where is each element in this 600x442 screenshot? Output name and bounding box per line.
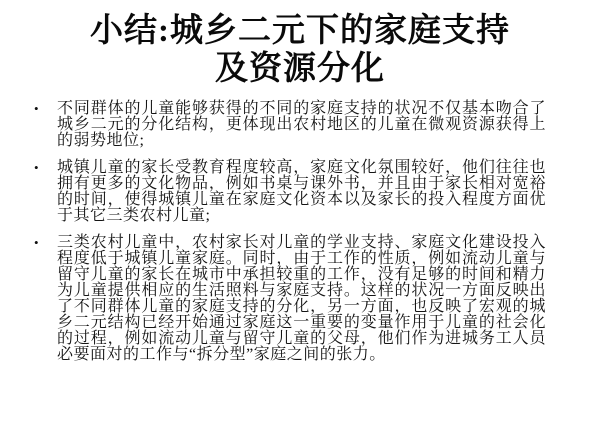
bullet-marker-icon: • <box>34 235 39 250</box>
bullet-text-1: 不同群体的儿童能够获得的不同的家庭支持的状况不仅基本吻合了城乡二元的分化结构，更体现出农村地区的儿童在微观资源获得上的弱势地位; <box>57 100 546 149</box>
slide-title <box>0 12 600 88</box>
bullet-item-3 <box>24 235 546 363</box>
bullet-marker-icon: • <box>34 101 39 116</box>
bullet-text-2: 城镇儿童的家长受教育程度较高，家庭文化氛围较好，他们往往也拥有更多的文化物品，例如书桌与课外书，并且由于家长相对宽裕的时间，使得城镇儿童在家庭文化资本以及家长的投入程度方面优于其它三类农村儿童; <box>57 159 546 224</box>
bullet-text-3: 三类农村儿童中，农村家长对儿童的学业支持、家庭文化建设投入程度低于城镇儿童家庭。同时，由于工作的性质，例如流动儿童与留守儿童的家长在城市中承担较重的工作，没有足够的时间和精力为儿童提供相应的生活照料与家庭支持。这样的状况一方面反映出了不同群体儿童的家庭支持的分化，另一方面，也反映了宏观的城乡二元结构已经开始通过家庭这一重要的变量作用于儿童的社会化的过程，例如流动儿童与留守儿童的父母，他们作为进城务工人员必要面对的工作与“拆分型”家庭之间的张力。 <box>57 234 546 363</box>
bullet-marker-icon: • <box>34 160 39 175</box>
slide-title-line-2: 及资源分化 <box>215 51 385 87</box>
bullet-list <box>24 101 546 374</box>
bullet-item-1 <box>24 101 546 149</box>
bullet-item-2 <box>24 160 546 224</box>
slide-title-line-1: 小结:城乡二元下的家庭支持 <box>90 13 510 49</box>
